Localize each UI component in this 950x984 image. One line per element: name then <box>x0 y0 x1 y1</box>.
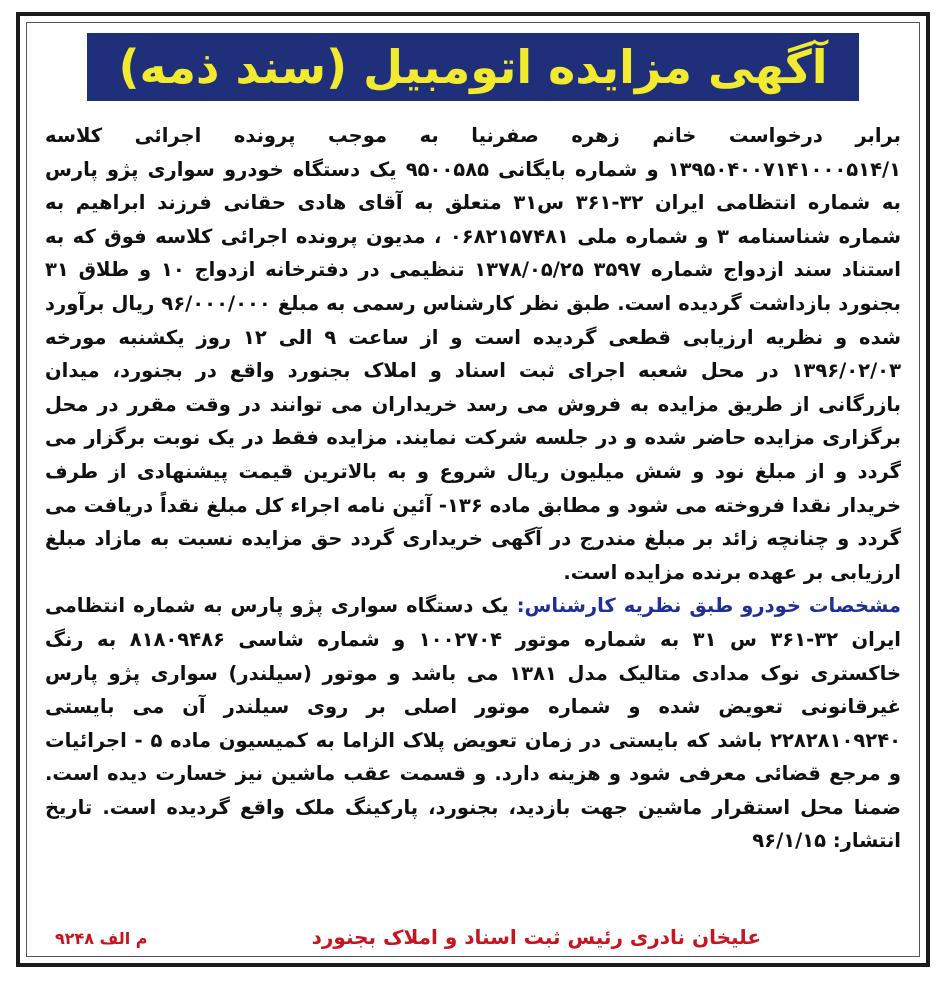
vehicle-specs-paragraph <box>45 589 901 858</box>
notice-paragraph <box>45 119 901 589</box>
notice-frame <box>16 12 930 967</box>
reference-number: م الف ۹۲۴۸ <box>55 929 148 948</box>
vehicle-specs-text: یک دستگاه سواری پژو پارس به شماره انتظامی ایران ۳۲-۳۶۱ س ۳۱ به شماره موتور ۱۰۰۲۷۰۴ و شماره شاسی ۸۱۸۰۹۴۸۶ به رنگ خاکستری نوک مدادی متالیک مدل ۱۳۸۱ می باشد و موتور (سیلندر) سواری پژو پارس غیرقانونی تعویض شده و شماره موتور اصلی بر روی سیلندر آن می بایستی ۲۲۸۲۸۱۰۹۲۴۰ باشد که بایستی در زمان تعویض پلاک الزاما به کمیسیون ماده ۵ - اجرائیات و مرجع قضائی معرفی شود و هزینه دارد. و قسمت عقب ماشین نیز خسارت دیده است. ضمنا محل استقرار ماشین جهت بازدید، بجنورد، پارکینگ ملک واقع گردیده است. <box>45 594 901 819</box>
publish-date: تاریخ انتشار: ۹۶/۱/۱۵ <box>45 795 901 853</box>
auction-details-text: برابر درخواست خانم زهره صفرنیا به موجب پرونده اجرائی کلاسه ۱۳۹۵۰۴۰۰۷۱۴۱۰۰۰۵۱۴/۱ و شماره بایگانی ۹۵۰۰۵۸۵ یک دستگاه خودرو سواری پژو پارس به شماره انتظامی ایران ۳۲-۳۶۱ س۳۱ متعلق به آقای هادی حقانی فرزند ابراهیم به شماره شناسنامه ۳ و شماره ملی ۰۶۸۲۱۵۷۴۸۱ ، مدیون پرونده اجرائی کلاسه فوق که به استناد سند ازدواج شماره ۳۵۹۷ ۱۳۷۸/۰۵/۲۵ تنظیمی در دفترخانه ازدواج ۱۰ و طلاق ۳۱ بجنورد بازداشت گردیده است. طبق نظر کارشناس رسمی به مبلغ ۹۶/۰۰۰/۰۰۰ ریال برآورد شده و نظریه ارزیابی قطعی گردیده است و از ساعت ۹ الی ۱۲ روز یکشنبه مورخه ۱۳۹۶/۰۲/۰۳ در محل شعبه اجرای ثبت اسناد و املاک بجنورد واقع در بجنورد، میدان بازرگانی از طریق مزایده به فروش می رسد خریداران می توانند در وقت مقرر در محل برگزاری مزایده حاضر شده و در جلسه شرکت نمایند. مزایده فقط در یک نوبت برگزار می گردد و از مبلغ نود و شش میلیون ریال شروع و به بالاترین قیمت پیشنهادی از طرف خریدار نقدا فروخته می شود و مطابق ماده ۱۳۶- آئین نامه اجراء کل مبلغ نقداً دریافت می گردد و چنانچه زائد بر مبلغ مندرج در آگهی خریداری گردد حق مزایده نسبت به مازاد مبلغ ارزیابی بر عهده برنده مزایده است. <box>45 124 902 584</box>
vehicle-specs-label: مشخصات خودرو طبق نظریه کارشناس: <box>516 594 901 618</box>
notice-title: آگهی مزایده اتومبیل (سند ذمه) <box>118 40 828 94</box>
notice-footer <box>45 923 901 957</box>
title-banner <box>87 33 859 101</box>
signature: علیخان نادری رئیس ثبت اسناد و املاک بجنورد <box>311 925 761 949</box>
notice-body <box>45 119 901 858</box>
notice-inner-border <box>26 22 920 957</box>
